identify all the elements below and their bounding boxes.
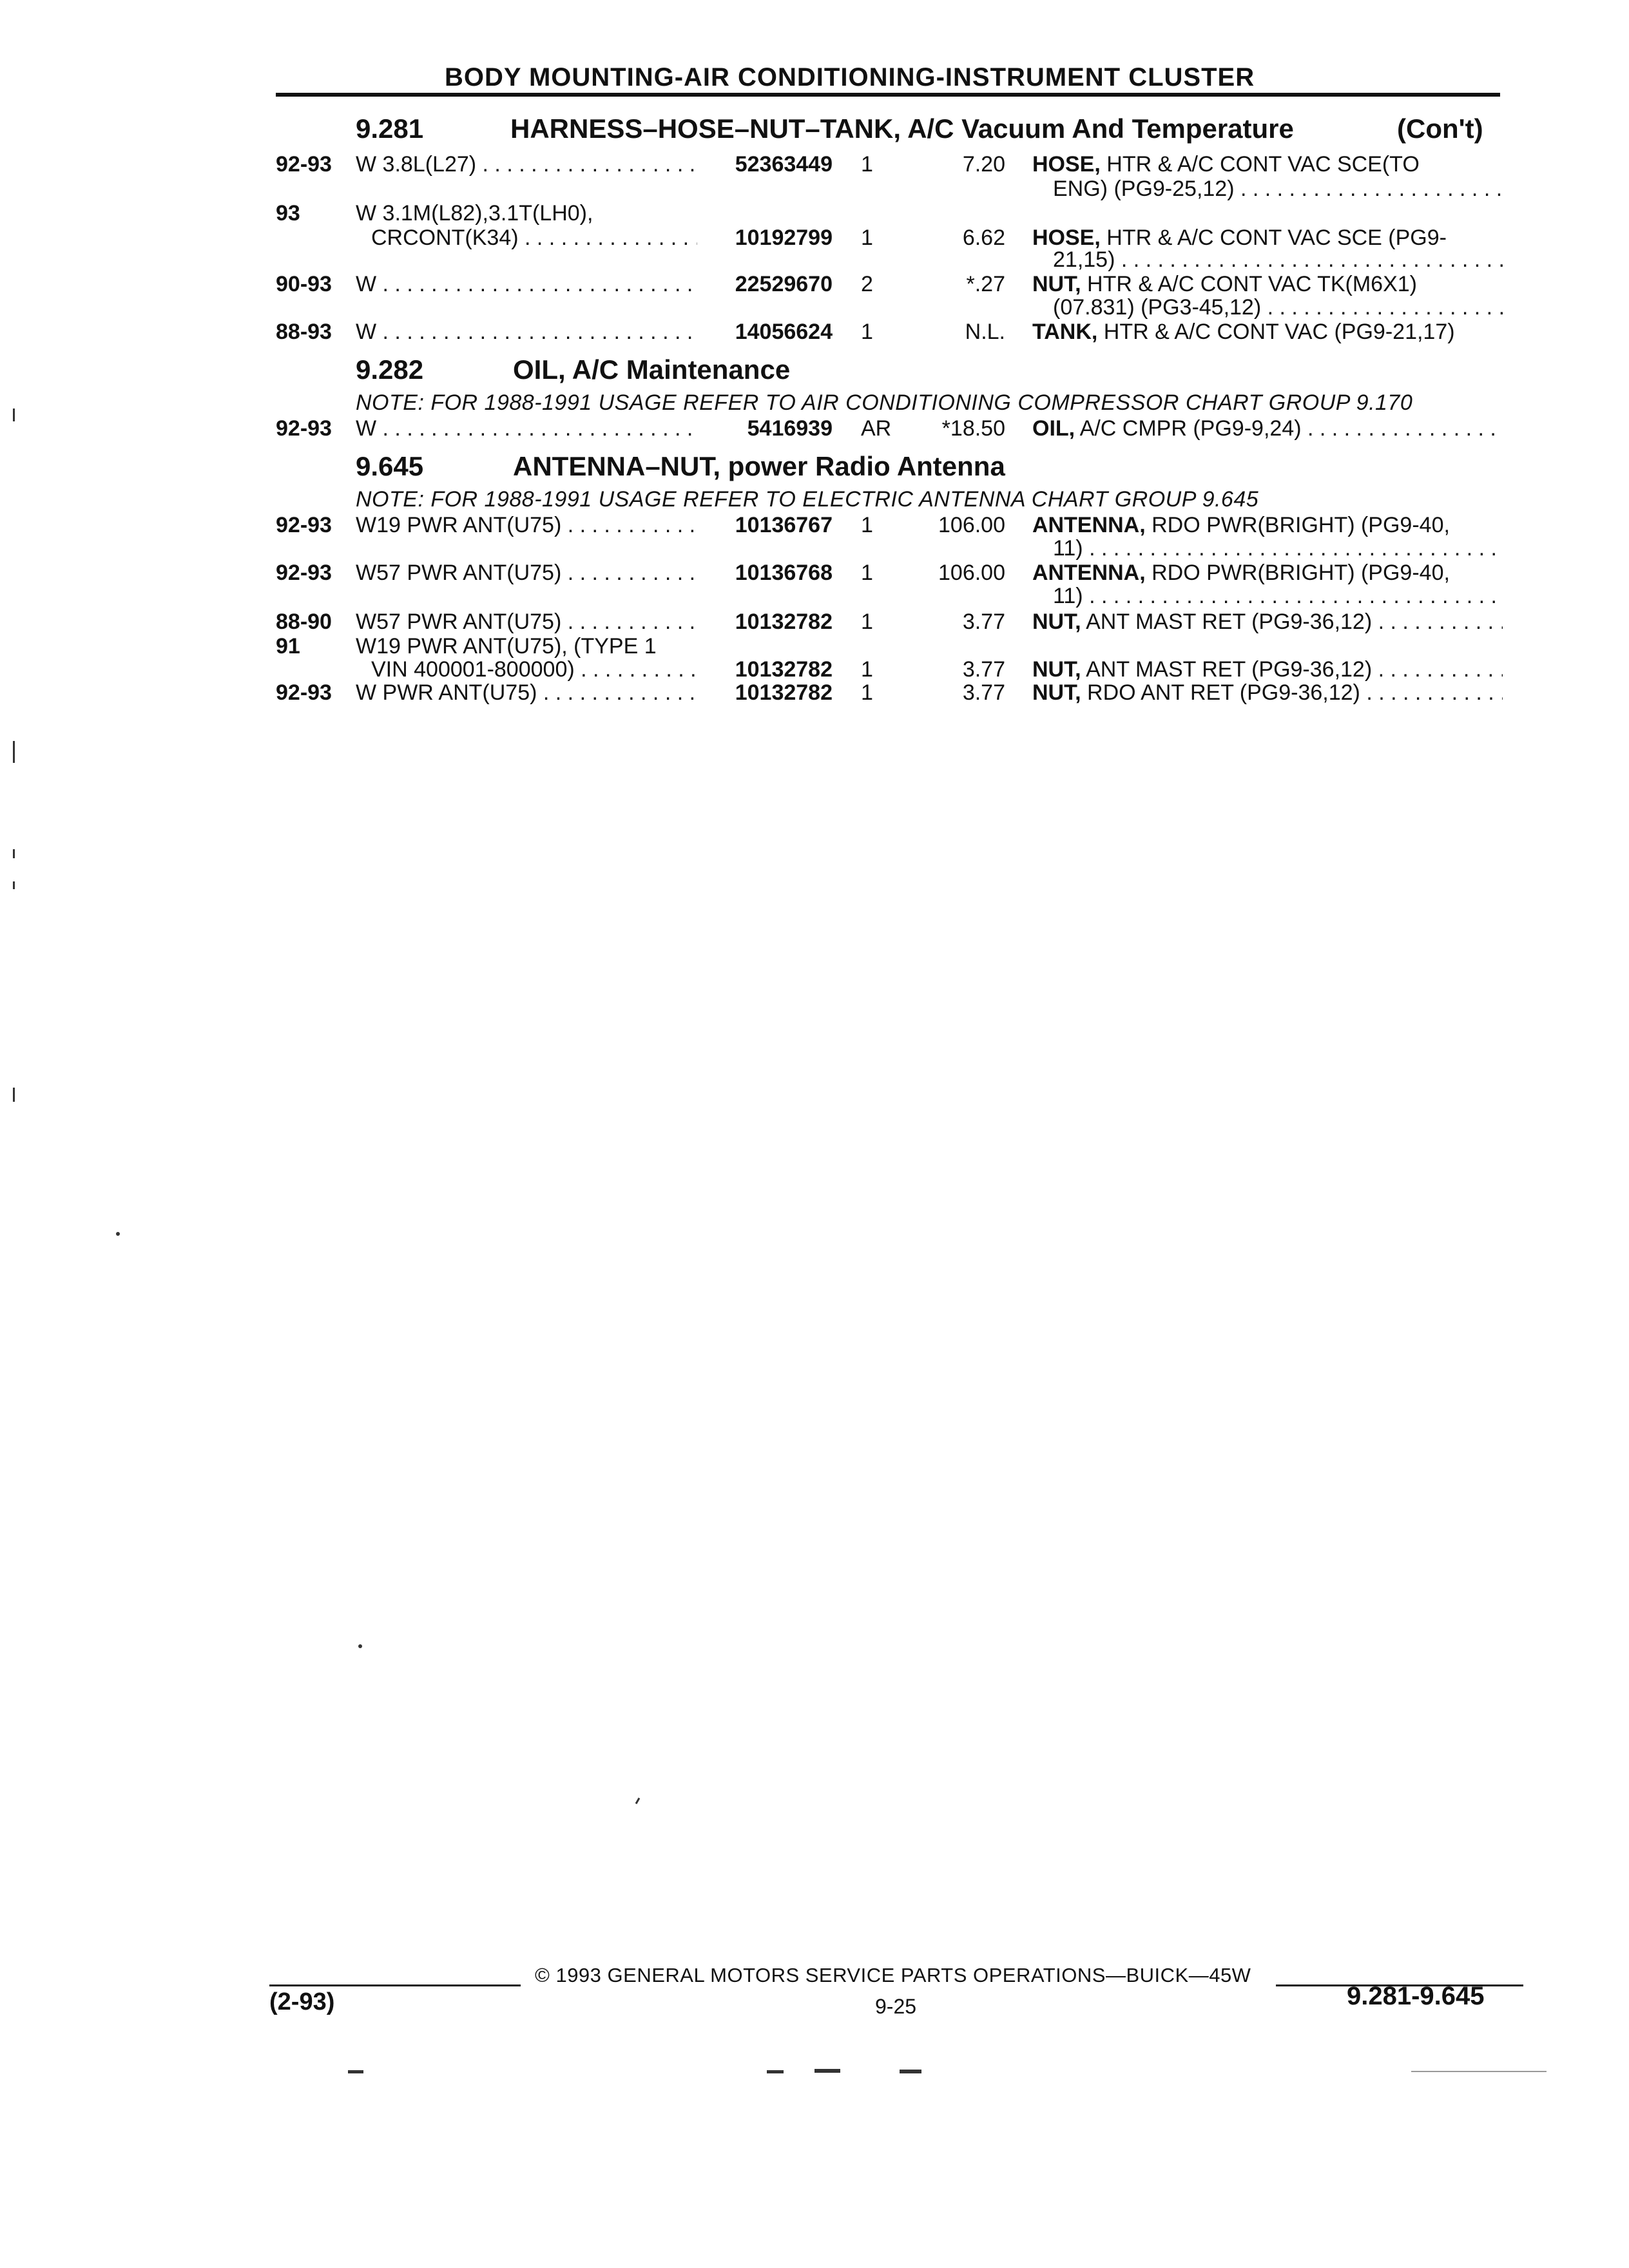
scan-speck: [767, 2070, 784, 2073]
usage-description: W . . .: [356, 272, 697, 297]
usage-description: W57 PWR ANT(U75) . . .: [356, 561, 697, 586]
part-number: 52363449: [735, 152, 833, 177]
part-name-bold: NUT,: [1032, 272, 1081, 296]
scan-speck: [13, 408, 15, 421]
price: 106.00: [938, 513, 1005, 537]
part-name-rest: HTR & A/C CONT VAC SCE(TO: [1100, 152, 1420, 177]
part-name-bold: ANTENNA,: [1032, 561, 1146, 585]
part-name-bold: TANK,: [1032, 320, 1098, 344]
price: 3.77: [962, 680, 1005, 705]
table-row: [0, 320, 1629, 371]
part-name: [1032, 680, 1503, 706]
part-number: 14056624: [735, 320, 833, 344]
usage-description: W19 PWR ANT(U75) . . .: [356, 513, 697, 538]
years: 88-90: [276, 610, 332, 634]
part-name-line2: 11) . . .: [1053, 536, 1503, 561]
price: 6.62: [962, 226, 1005, 250]
part-name-bold: OIL,: [1032, 416, 1075, 441]
part-name-line2: ENG) (PG9-25,12) . . .: [1053, 177, 1503, 202]
usage-description: W57 PWR ANT(U75) . . .: [356, 610, 697, 635]
scan-speck: [1411, 2071, 1547, 2072]
usage-description-line2: CRCONT(K34) . . .: [371, 226, 697, 251]
scan-speck: [13, 849, 15, 858]
price: N.L.: [965, 320, 1005, 344]
footer-page-number: 9-25: [875, 1995, 917, 2018]
footer-group-range: 9.281-9.645: [1347, 1982, 1485, 2010]
part-number: 5416939: [747, 416, 833, 441]
part-name: [1032, 152, 1503, 177]
part-number: 22529670: [735, 272, 833, 296]
scan-speck: [348, 2070, 363, 2073]
scan-speck: [635, 1798, 641, 1804]
years: 93: [276, 201, 300, 226]
part-name-rest: ANT MAST RET (PG9-36,12): [1081, 657, 1373, 682]
part-number: 10132782: [735, 657, 833, 682]
part-name-rest: RDO ANT RET (PG9-36,12): [1081, 680, 1360, 705]
quantity: 1: [861, 657, 873, 682]
part-name-line2: 11) . . .: [1053, 584, 1503, 609]
table-row: [0, 201, 1629, 272]
years: 88-93: [276, 320, 332, 344]
scan-speck: [13, 741, 15, 763]
usage-description: W PWR ANT(U75) . . .: [356, 680, 697, 706]
part-number: 10192799: [735, 226, 833, 250]
quantity: 1: [861, 513, 873, 537]
part-name-bold: NUT,: [1032, 680, 1081, 705]
part-number: 10132782: [735, 610, 833, 634]
part-name-rest: ANT MAST RET (PG9-36,12): [1081, 610, 1373, 634]
quantity: 1: [861, 680, 873, 705]
usage-description: W . . .: [356, 320, 697, 345]
section-number: 9.281: [356, 113, 424, 144]
section-title: HARNESS–HOSE–NUT–TANK, A/C Vacuum And Temperature: [510, 113, 1294, 144]
price: 7.20: [962, 152, 1005, 177]
scan-speck: [116, 1232, 120, 1236]
table-row: [0, 513, 1629, 564]
usage-description: W 3.1M(L82),3.1T(LH0),: [356, 201, 593, 226]
price: 3.77: [962, 610, 1005, 634]
part-name-rest: A/C CMPR (PG9-9,24): [1075, 416, 1302, 441]
section-number: 9.645: [356, 451, 424, 481]
part-name: [1032, 272, 1503, 297]
scan-speck: [815, 2069, 840, 2073]
price: *18.50: [941, 416, 1005, 441]
title-rule: [276, 93, 1500, 97]
footer-rule-left: [269, 1984, 521, 1986]
footer-date: (2-93): [269, 1988, 335, 2015]
years: 90-93: [276, 272, 332, 296]
part-number: 10132782: [735, 680, 833, 705]
price: 106.00: [938, 561, 1005, 585]
price: 3.77: [962, 657, 1005, 682]
section-number: 9.282: [356, 354, 424, 385]
page-title: BODY MOUNTING-AIR CONDITIONING-INSTRUMENT CLUSTER: [445, 63, 1255, 91]
scan-speck: [13, 881, 15, 889]
part-name-rest: HTR & A/C CONT VAC TK(M6X1): [1081, 272, 1417, 296]
usage-description: W 3.8L(L27) . . .: [356, 152, 697, 177]
part-name-line2: 21,15) . . .: [1053, 247, 1503, 273]
part-name: [1032, 657, 1503, 682]
price: *.27: [966, 272, 1005, 296]
quantity: 1: [861, 226, 873, 250]
years: 92-93: [276, 152, 332, 177]
section-note: NOTE: FOR 1988-1991 USAGE REFER TO AIR CONDITIONING COMPRESSOR CHART GROUP 9.170: [356, 390, 1413, 415]
usage-description-line2: VIN 400001-800000) . . .: [371, 657, 697, 682]
years: 92-93: [276, 513, 332, 537]
part-name: [1032, 513, 1503, 538]
years: 92-93: [276, 680, 332, 705]
part-name-bold: HOSE,: [1032, 152, 1101, 177]
scan-speck: [358, 1644, 362, 1648]
part-name-bold: NUT,: [1032, 657, 1081, 682]
part-number: 10136767: [735, 513, 833, 537]
footer-copyright: © 1993 GENERAL MOTORS SERVICE PARTS OPERATIONS—BUICK—45W: [535, 1964, 1251, 1986]
table-row: [0, 680, 1629, 732]
years: 92-93: [276, 416, 332, 441]
part-name-rest: HTR & A/C CONT VAC (PG9-21,17): [1097, 320, 1455, 344]
section-title: OIL, A/C Maintenance: [513, 354, 791, 385]
years: 92-93: [276, 561, 332, 585]
quantity: 1: [861, 152, 873, 177]
table-row: [0, 152, 1629, 204]
continued-label: (Con't): [1397, 113, 1483, 144]
part-name-bold: HOSE,: [1032, 226, 1101, 250]
part-name-rest: HTR & A/C CONT VAC SCE (PG9-: [1100, 226, 1447, 250]
table-row: [0, 272, 1629, 323]
scan-speck: [900, 2070, 921, 2073]
part-name-rest: RDO PWR(BRIGHT) (PG9-40,: [1145, 513, 1450, 537]
part-name: [1032, 610, 1503, 635]
section-title: ANTENNA–NUT, power Radio Antenna: [513, 451, 1005, 481]
part-name-line2: (07.831) (PG3-45,12) . . .: [1053, 295, 1503, 320]
part-name: [1032, 320, 1503, 345]
usage-description: W . . .: [356, 416, 697, 441]
part-name-bold: ANTENNA,: [1032, 513, 1146, 537]
years: 91: [276, 634, 300, 658]
part-name-bold: NUT,: [1032, 610, 1081, 634]
quantity: 2: [861, 272, 873, 296]
section-note: NOTE: FOR 1988-1991 USAGE REFER TO ELECTRIC ANTENNA CHART GROUP 9.645: [356, 487, 1259, 512]
scan-speck: [13, 1088, 15, 1102]
table-row: [0, 634, 1629, 686]
part-number: 10136768: [735, 561, 833, 585]
quantity: 1: [861, 561, 873, 585]
part-name: [1032, 416, 1503, 441]
part-name-rest: RDO PWR(BRIGHT) (PG9-40,: [1145, 561, 1450, 585]
part-name: [1032, 561, 1503, 586]
table-row: [0, 561, 1629, 612]
quantity: 1: [861, 320, 873, 344]
usage-description: W19 PWR ANT(U75), (TYPE 1: [356, 634, 657, 658]
quantity: AR: [861, 416, 892, 441]
quantity: 1: [861, 610, 873, 634]
